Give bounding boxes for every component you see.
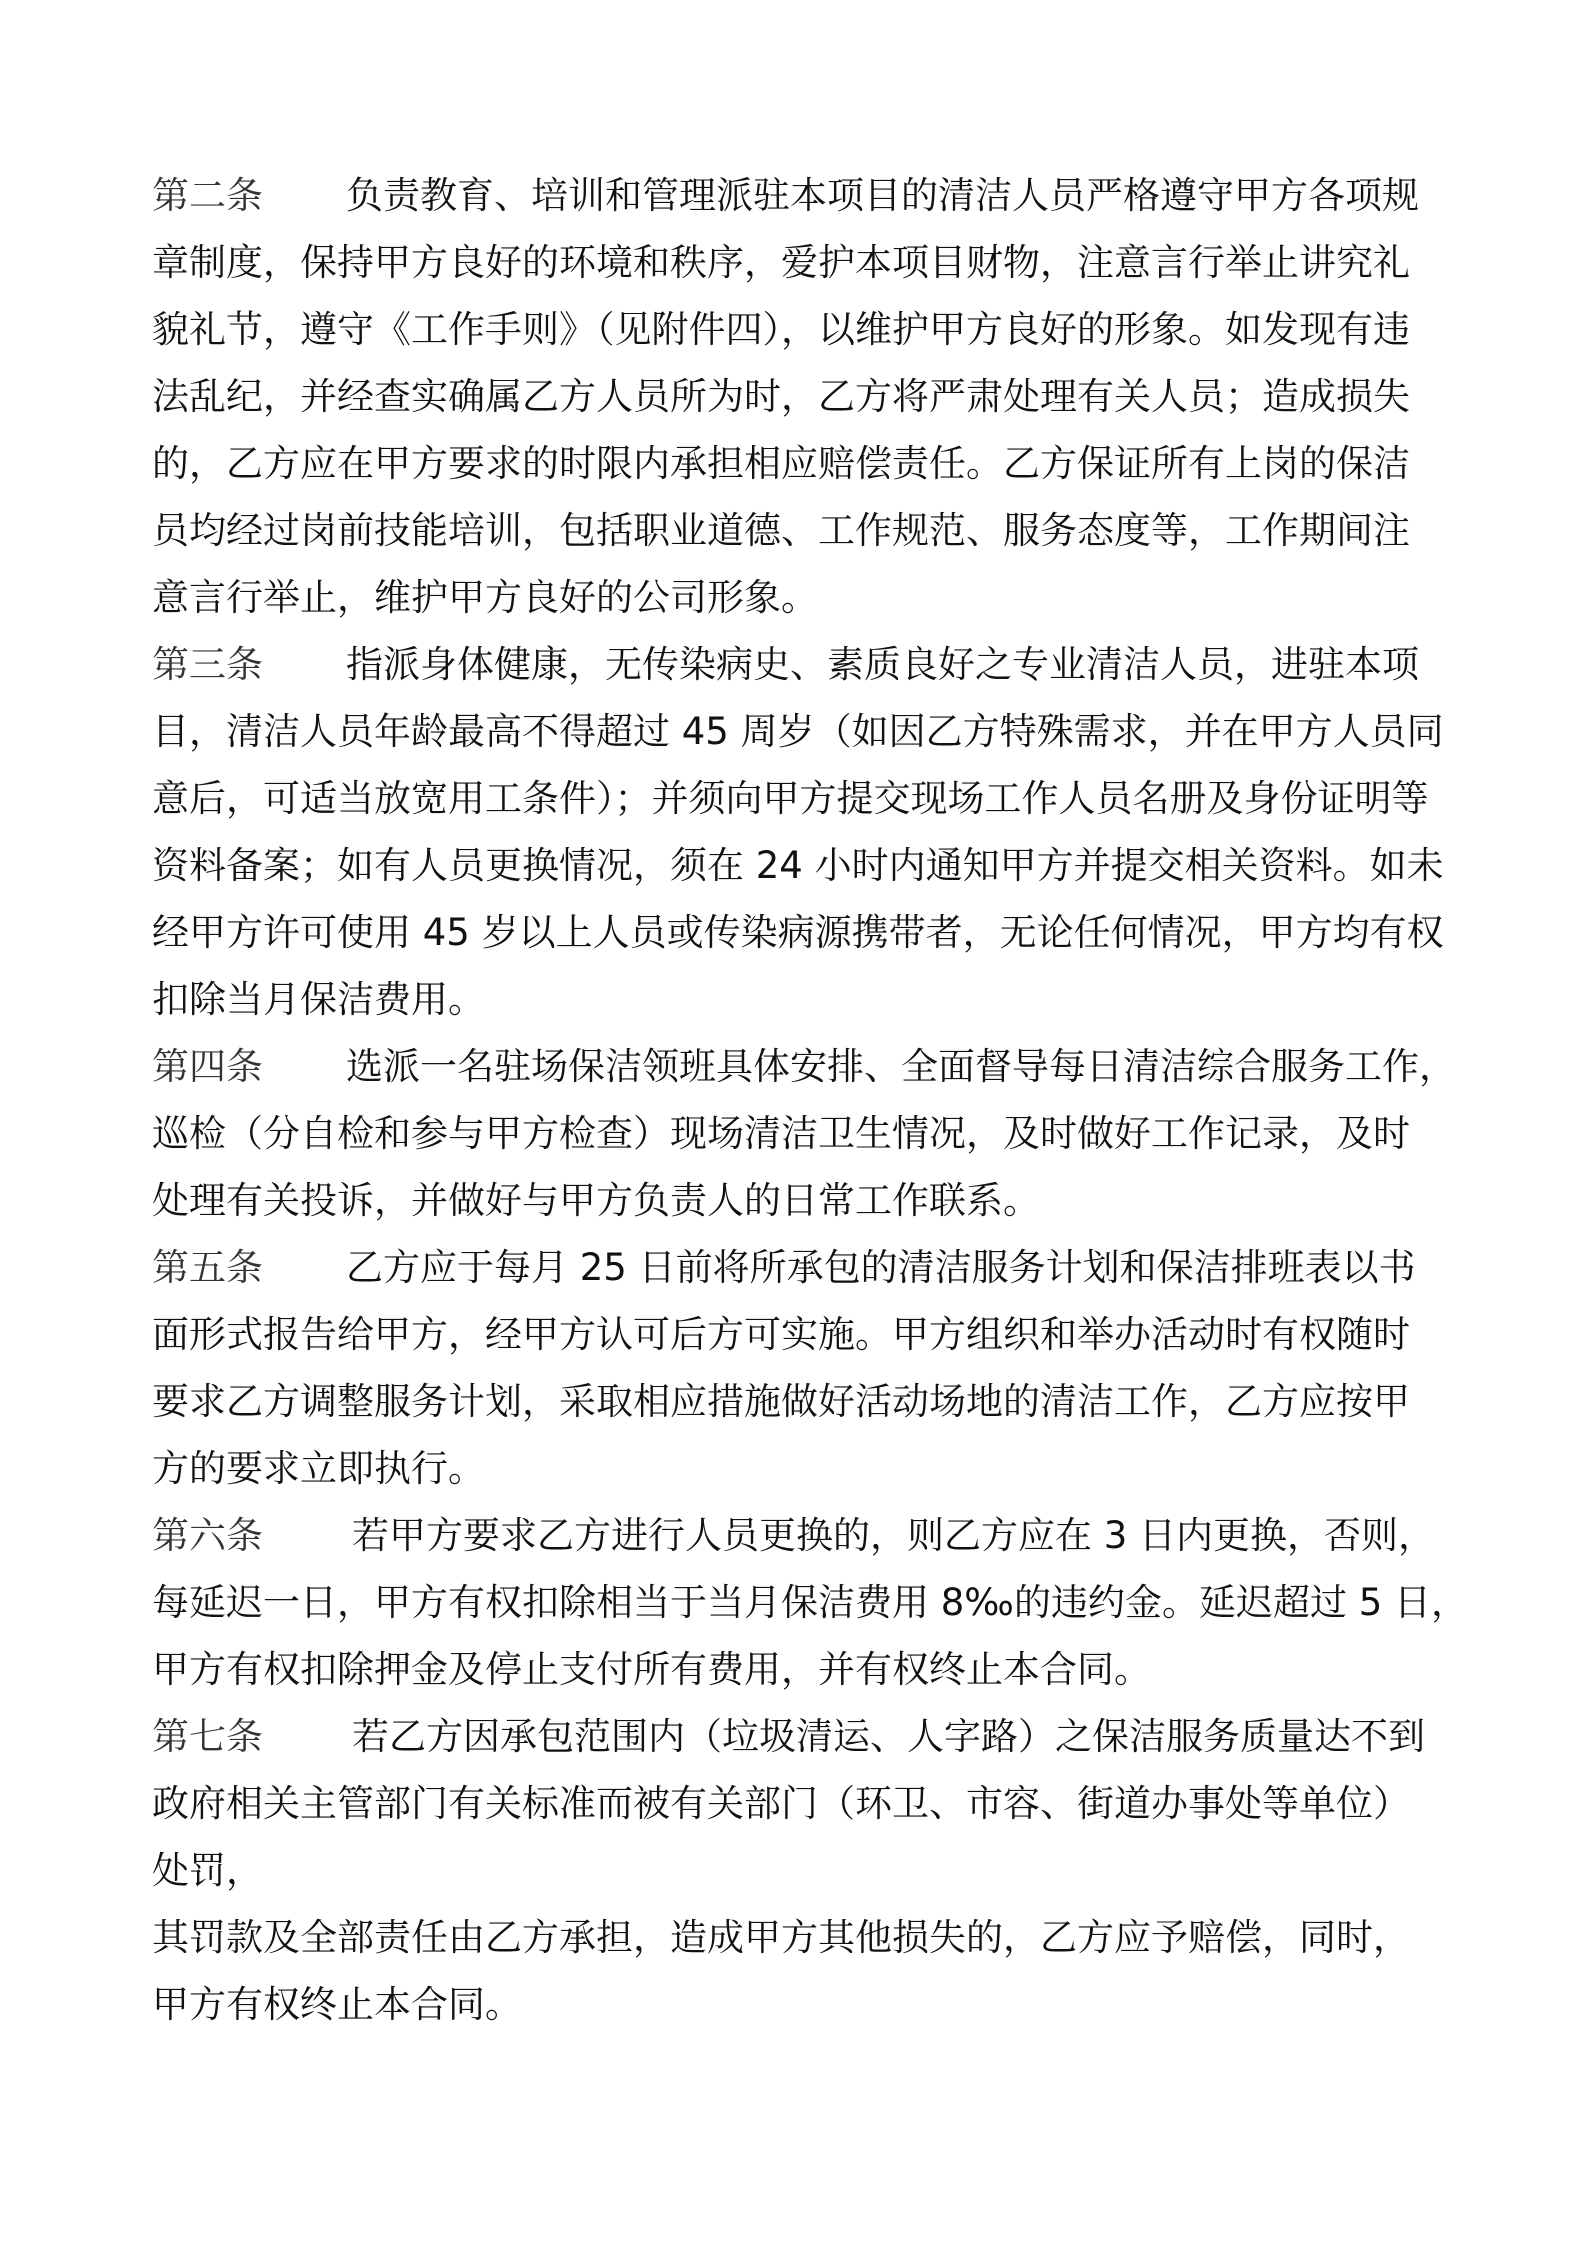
article-6-line-3: 甲方有权扣除押金及停止支付所有费用，并有权终止本合同。 <box>152 1648 1151 1691</box>
article-3-line-2: 目，清洁人员年龄最高不得超过 45 周岁（如因乙方特殊需求，并在甲方人员同 <box>152 710 1444 753</box>
article-5-line-4: 方的要求立即执行。 <box>152 1447 485 1490</box>
article-4-line-2: 巡检（分自检和参与甲方检查）现场清洁卫生情况，及时做好工作记录，及时 <box>152 1112 1410 1155</box>
article-5-line-1 <box>152 1244 1416 1292</box>
article-2-line-5: 的，乙方应在甲方要求的时限内承担相应赔偿责任。乙方保证所有上岗的保洁 <box>152 442 1410 485</box>
article-2-line-3: 貌礼节，遵守《工作手则》（见附件四），以维护甲方良好的形象。如发现有违 <box>152 308 1410 351</box>
article-7-line-3: 处罚， <box>152 1849 263 1892</box>
article-5-text: 乙方应于每月 25 日前将所承包的清洁服务计划和保洁排班表以书 <box>346 1246 1416 1289</box>
article-7-line-1 <box>152 1713 1425 1761</box>
article-3-line-4: 资料备案；如有人员更换情况，须在 24 小时内通知甲方并提交相关资料。如未 <box>152 844 1444 887</box>
article-3-label: 第三条 <box>152 643 263 686</box>
article-2-line-6: 员均经过岗前技能培训，包括职业道德、工作规范、服务态度等，工作期间注 <box>152 509 1410 552</box>
article-5-line-3: 要求乙方调整服务计划，采取相应措施做好活动场地的清洁工作，乙方应按甲 <box>152 1380 1410 1423</box>
article-6-text: 若甲方要求乙方进行人员更换的，则乙方应在 3 日内更换，否则， <box>352 1514 1436 1557</box>
article-2-label: 第二条 <box>152 174 263 217</box>
article-7-text: 若乙方因承包范围内（垃圾清运、人字路）之保洁服务质量达不到 <box>352 1715 1425 1758</box>
article-2-line-4: 法乱纪，并经查实确属乙方人员所为时，乙方将严肃处理有关人员；造成损失 <box>152 375 1410 418</box>
article-5-line-2: 面形式报告给甲方，经甲方认可后方可实施。甲方组织和举办活动时有权随时 <box>152 1313 1410 1356</box>
article-7-label: 第七条 <box>152 1715 263 1758</box>
article-4-line-3: 处理有关投诉，并做好与甲方负责人的日常工作联系。 <box>152 1179 1040 1222</box>
article-2-line-7: 意言行举止，维护甲方良好的公司形象。 <box>152 576 818 619</box>
article-4-text: 选派一名驻场保洁领班具体安排、全面督导每日清洁综合服务工作， <box>346 1045 1456 1088</box>
article-3-line-3: 意后，可适当放宽用工条件）；并须向甲方提交现场工作人员名册及身份证明等 <box>152 777 1429 820</box>
article-5-label: 第五条 <box>152 1246 263 1289</box>
article-6-label: 第六条 <box>152 1514 263 1557</box>
article-3-line-6: 扣除当月保洁费用。 <box>152 978 485 1021</box>
article-4-line-1 <box>152 1043 1456 1091</box>
article-3-line-1 <box>152 641 1419 689</box>
article-2-line-1 <box>152 172 1419 220</box>
article-3-line-5: 经甲方许可使用 45 岁以上人员或传染病源携带者，无论任何情况，甲方均有权 <box>152 911 1444 954</box>
article-7-line-2: 政府相关主管部门有关标准而被有关部门（环卫、市容、街道办事处等单位） <box>152 1782 1410 1825</box>
article-3-text: 指派身体健康，无传染病史、素质良好之专业清洁人员，进驻本项 <box>346 643 1419 686</box>
article-7-line-5: 甲方有权终止本合同。 <box>152 1983 522 2026</box>
article-7-line-4: 其罚款及全部责任由乙方承担，造成甲方其他损失的，乙方应予赔偿，同时， <box>152 1916 1410 1959</box>
article-6-line-2: 每延迟一日，甲方有权扣除相当于当月保洁费用 8‰的违约金。延迟超过 5 日， <box>152 1581 1469 1624</box>
article-4-label: 第四条 <box>152 1045 263 1088</box>
article-2-line-2: 章制度，保持甲方良好的环境和秩序，爱护本项目财物，注意言行举止讲究礼 <box>152 241 1410 284</box>
article-6-line-1 <box>152 1512 1435 1560</box>
article-2-text: 负责教育、培训和管理派驻本项目的清洁人员严格遵守甲方各项规 <box>346 174 1419 217</box>
